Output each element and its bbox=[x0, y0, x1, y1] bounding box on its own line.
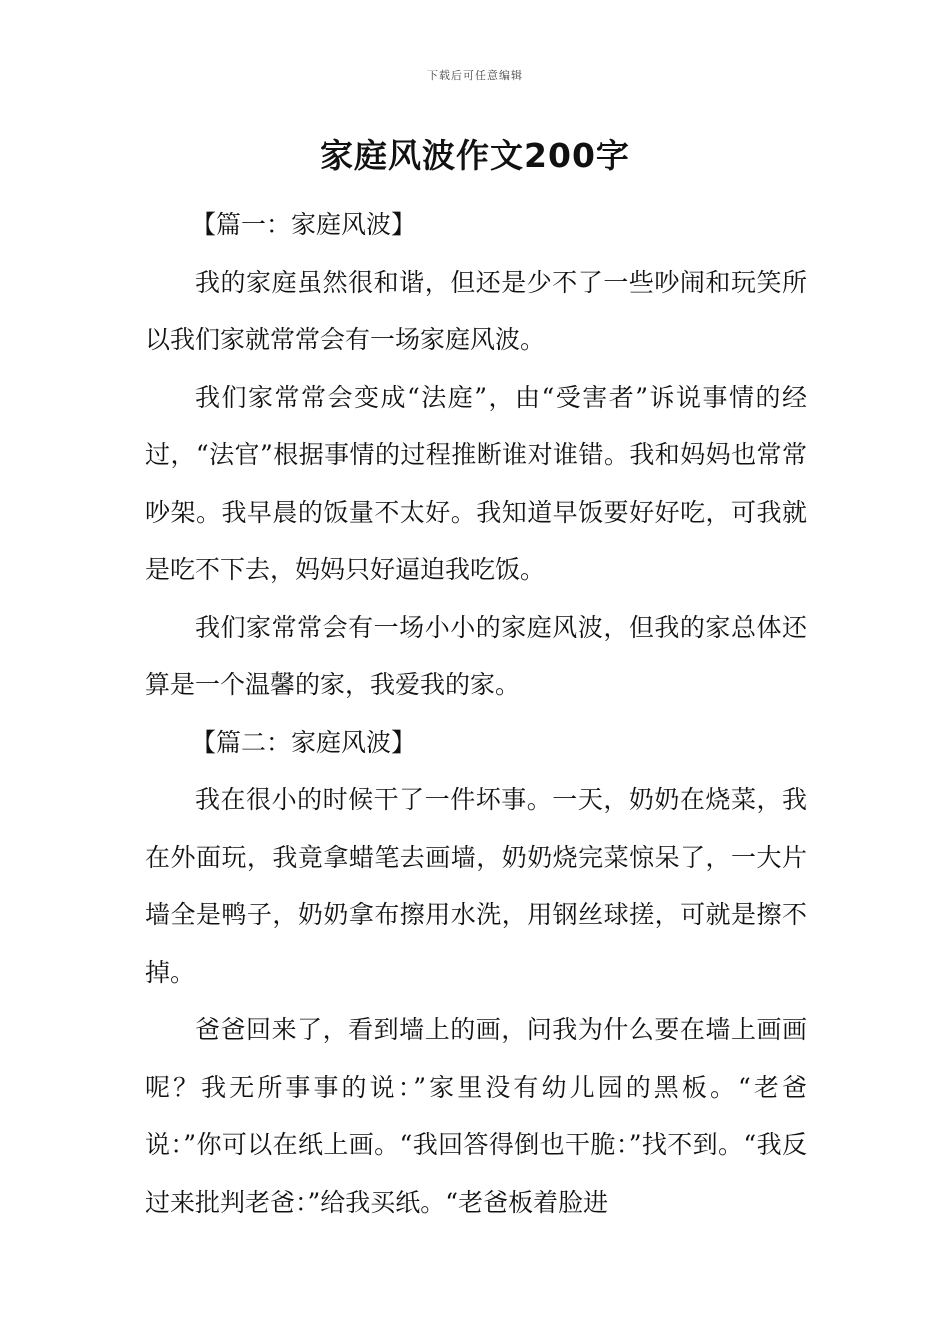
header-note: 下载后可任意编辑 bbox=[427, 69, 523, 82]
section-heading-1: 【篇一：家庭风波】 bbox=[191, 210, 417, 239]
paragraph: 爸爸回来了，看到墙上的画，问我为什么要在墙上画画呢？我无所事事的说：”家里没有幼儿园的黑板。“老爸说：”你可以在纸上画。“我回答得倒也干脆：”找不到。“我反过来批判老爸：”给我买纸。“老爸板着脸进 bbox=[145, 1015, 807, 1217]
paragraph: 我的家庭虽然很和谐，但还是少不了一些吵闹和玩笑所以我们家就常常会有一场家庭风波。 bbox=[145, 267, 807, 354]
section-heading-2: 【篇二：家庭风波】 bbox=[191, 727, 417, 757]
paragraph: 我在很小的时候干了一件坏事。一天，奶奶在烧菜，我在外面玩，我竟拿蜡笔去画墙，奶奶烧完菜惊呆了，一大片墙全是鸭子，奶奶拿布擦用水洗，用钢丝球搓，可就是擦不掉。 bbox=[145, 785, 807, 987]
paragraph: 我们家常常会有一场小小的家庭风波，但我的家总体还算是一个温馨的家，我爱我的家。 bbox=[145, 612, 807, 699]
paragraph: 我们家常常会变成“法庭”，由“受害者”诉说事情的经过，“法官”根据事情的过程推断谁对谁错。我和妈妈也常常吵架。我早晨的饭量不太好。我知道早饭要好好吃，可我就是吃不下去，妈妈只好逼迫我吃饭。 bbox=[145, 382, 807, 584]
document-title: 家庭风波作文200字 bbox=[320, 136, 630, 175]
document-body bbox=[145, 196, 807, 1231]
